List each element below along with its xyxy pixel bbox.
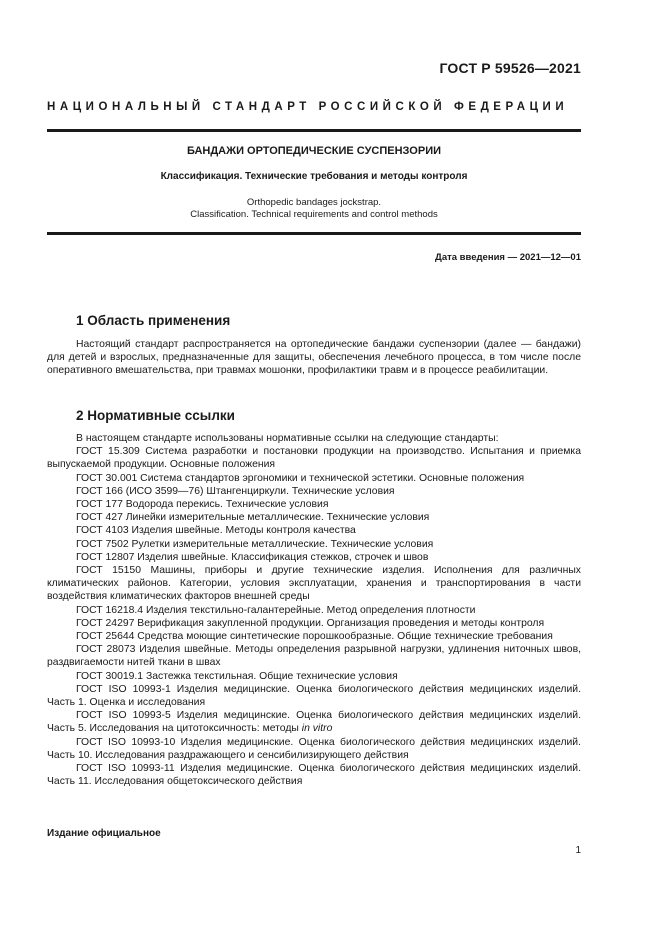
references-intro: В настоящем стандарте использованы нормативные ссылки на следующие стандарты: (76, 433, 499, 444)
section-2-heading: 2 Нормативные ссылки (76, 408, 235, 423)
reference-item: ГОСТ 166 (ИСО 3599—76) Штангенциркули. Технические условия (76, 485, 395, 497)
document-subtitle: Классификация. Технические требования и методы контроля (160, 171, 468, 182)
reference-item: ГОСТ 16218.4 Изделия текстильно-галантерейные. Метод определения плотности (76, 604, 476, 616)
reference-item: ГОСТ 7502 Рулетки измерительные металлические. Технические условия (76, 538, 434, 550)
reference-item: ГОСТ 12807 Изделия швейные. Классификация стежков, строчек и швов (76, 551, 429, 563)
reference-item: ГОСТ 25644 Средства моющие синтетические порошкообразные. Общие технические требования (76, 631, 553, 643)
reference-item: ГОСТ 15.309 Система разработки и постановки продукции на производство. Испытания и приемка выпускаемой продукции. Основные положения (47, 446, 581, 471)
standard-code: ГОСТ Р 59526—2021 (439, 60, 581, 76)
page-number: 1 (575, 845, 581, 856)
official-edition-label: Издание официальное (47, 828, 161, 839)
reference-item: ГОСТ 177 Водорода перекись. Технические условия (76, 499, 329, 511)
national-standard-line: НАЦИОНАЛЬНЫЙ СТАНДАРТ РОССИЙСКОЙ ФЕДЕРАЦИИ (47, 101, 569, 113)
english-title (47, 197, 581, 221)
reference-item (47, 709, 581, 735)
reference-item-italic: in vitro (301, 723, 333, 735)
english-title-line-2: Classification. Technical requirements and control methods (190, 209, 438, 220)
reference-item: ГОСТ ISO 10993-10 Изделия медицинские. Оценка биологического действия медицинских изделий. Часть 10. Исследования раздражающего и сенсибилизирующего действия (47, 736, 581, 761)
reference-item: ГОСТ 30.001 Система стандартов эргономики и технической эстетики. Основные положения (76, 472, 525, 484)
header-divider (47, 129, 581, 132)
section-1-text: Настоящий стандарт распространяется на ортопедические бандажи суспензории (далее — бандажи) для детей и взрослых, предназначенные для защиты, обеспечения лечебного процесса, в том числе после оперативного вмешательства, при травмах мошонки, профилактики травм и в процессе реабилитации. (47, 339, 581, 377)
reference-item-text: ГОСТ ISO 10993-5 Изделия медицинские. Оценка биологического действия медицинских изделий. Часть 5. Исследования на цитотоксичность: методы (47, 710, 581, 735)
document-title: БАНДАЖИ ОРТОПЕДИЧЕСКИЕ СУСПЕНЗОРИИ (186, 145, 442, 157)
reference-item: ГОСТ 15150 Машины, приборы и другие технические изделия. Исполнения для различных климатических районов. Категории, условия эксплуатации, хранения и транспортирования в части воздействия климатических факторов внешней среды (47, 565, 581, 603)
introduction-date: Дата введения — 2021—12—01 (435, 252, 581, 263)
reference-item: ГОСТ 4103 Изделия швейные. Методы контроля качества (76, 525, 356, 537)
title-divider (47, 232, 581, 235)
reference-item: ГОСТ 24297 Верификация закупленной продукции. Организация проведения и методы контроля (76, 617, 545, 629)
section-1-paragraph (47, 338, 581, 378)
reference-item: ГОСТ ISO 10993-1 Изделия медицинские. Оценка биологического действия медицинских изделий. Часть 1. Оценка и исследования (47, 683, 581, 709)
reference-item: ГОСТ ISO 10993-11 Изделия медицинские. Оценка биологического действия медицинских изделий. Часть 11. Исследования общетоксического действия (47, 763, 581, 788)
section-1-heading: 1 Область применения (76, 313, 231, 328)
reference-item: ГОСТ 427 Линейки измерительные металлические. Технические условия (76, 512, 430, 524)
normative-references (47, 432, 581, 788)
english-title-line-1: Orthopedic bandages jockstrap. (246, 197, 382, 208)
reference-item: ГОСТ 30019.1 Застежка текстильная. Общие технические условия (76, 670, 398, 682)
reference-item: ГОСТ 28073 Изделия швейные. Методы определения разрывной нагрузки, удлинения ниточных швов, раздвигаемости нитей ткани в швах (47, 644, 581, 669)
